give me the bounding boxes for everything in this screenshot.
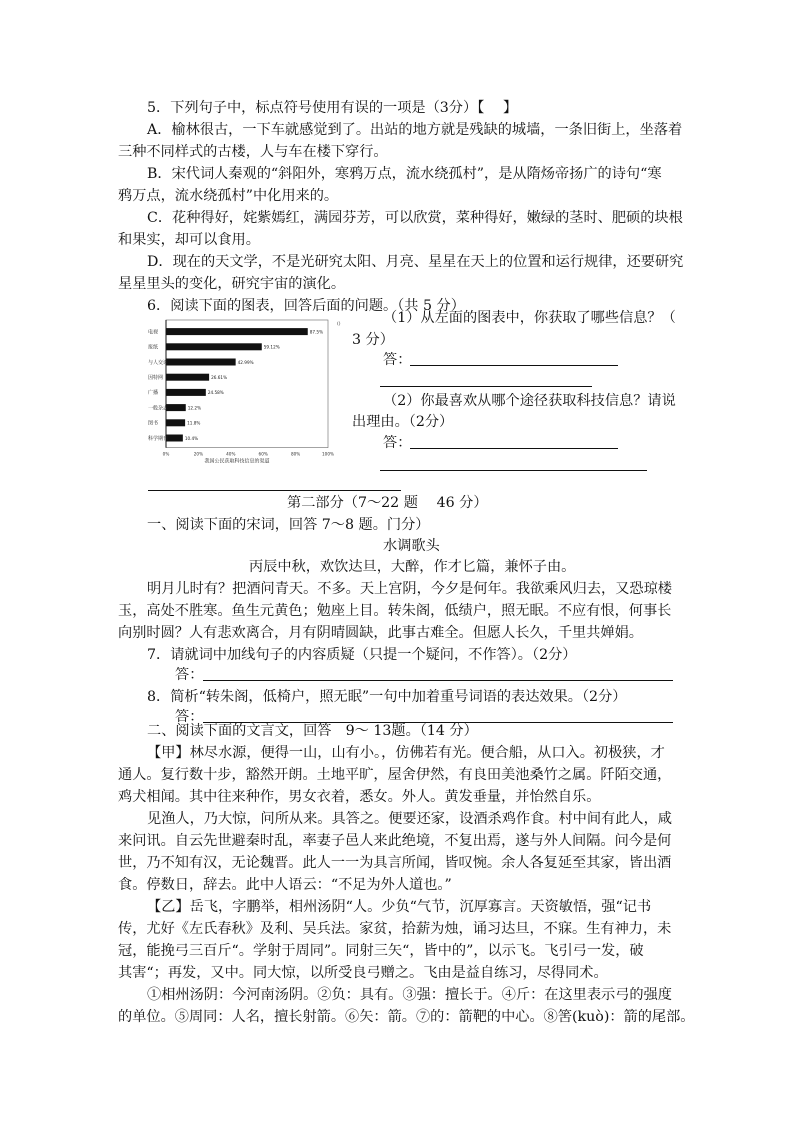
q6-sub2-line1: （2）你最喜欢从哪个途径获取科技信息？请说	[383, 393, 676, 409]
chart-category-label: 报纸	[148, 344, 159, 351]
text-jia-line4: 见渔人，乃大惊，问所从来。具答之。便要还家，设酒杀鸡作食。村中间有此人，咸	[147, 811, 672, 827]
chart-x-tick-label: 80%	[290, 451, 301, 457]
chart-bar	[166, 419, 185, 426]
q6-sub1-line1: （1）从左面的图表中，你获取了哪些信息？（	[383, 310, 676, 326]
text-jia-line1: 【甲】林尽水源，便得一山，山有小。，仿佛若有光。便合船，从口入。初极狭，才	[147, 745, 665, 761]
annotation-line2: 的单位。⑤周同：人名，擅长射箭。⑥矢：箭。⑦的：箭靶的中心。⑧筈(kuò)：箭的尾部。	[118, 1009, 695, 1025]
chart-category-label: 与人交谈	[148, 359, 169, 366]
text-jia-line5: 来问讯。自云先世避秦时乱，率妻子邑人来此绝境，不复出焉，遂与外人间隔。问今是何	[118, 833, 672, 849]
chart-value-label: 87.5%	[309, 329, 324, 335]
poem-line2: 玉，高处不胜寒。鱼生元黄色；勉座上目。转朱阁，低绩户，照无眠。不应有恨，何事长	[118, 603, 672, 619]
q5-option-c-line1: C．花种得好，姹紫嫣红，满园芬芳，可以欣赏，菜种得好，嫩绿的茎时、肥硕的块根	[147, 210, 683, 226]
q5-option-d-line1: D．现在的天文学，不是光研究太阳、月亮、星星在天上的位置和运行规律，还要研究	[147, 254, 684, 270]
chart-corner-mark: ()	[337, 322, 341, 327]
chart-x-tick-label: 20%	[193, 451, 204, 457]
chart-value-label: 42.99%	[237, 359, 254, 365]
section2-title: 二、阅读下面的文言文，回答 9～ 13题。（14 分）	[147, 723, 478, 739]
chart-x-tick-label: 100%	[322, 451, 334, 457]
text-jia-line2: 通人。复行数十步，豁然开朗。土地平旷，屋舍伊然，有良田美池桑竹之属。阡陌交通，	[118, 767, 672, 783]
part2-section1-title: 一、阅读下面的宋词，回答 7～8 题。门分）	[147, 517, 430, 533]
chart-plot-area	[166, 320, 328, 448]
chart-title: 我国公民获取科技信息的渠道	[204, 458, 270, 465]
poem-line3: 向别时圆？人有悲欢离合，月有阴晴圆缺，此事古难全。但愿人长久，千里共婵娟。	[118, 625, 643, 641]
q5-option-b-line2: 鸦万点，流水绕孤村”中化用来的。	[118, 188, 339, 204]
q7-answer-label: 答：	[175, 667, 204, 683]
q6-sub1-line2: 3 分）	[352, 332, 394, 348]
text-jia-line3: 鸡犬相闻。其中往来种作，男女衣着，悉女。外人。黄发垂量，并怡然自乐。	[118, 789, 601, 805]
text-jia-line7: 食。停数日，辞去。此中人语云：“不足为外人道也。”	[118, 877, 452, 893]
q6-answer2-label: 答：	[383, 435, 412, 451]
info-channel-bar-chart	[148, 316, 348, 466]
text-yi-line2: 传，尤好《左氏春秋》及利、吴兵法。家贫，拾薪为烛，诵习达旦，不寐。生有神力，未	[118, 921, 672, 937]
chart-x-tick-label: 60%	[258, 451, 268, 457]
poem-line1: 明月儿时有？把酒问青天。不多。天上宫阴，今夕是何年。我欲乘风归去，又恐琼楼	[147, 581, 672, 597]
q6-answer2-extra-line[interactable]	[380, 470, 647, 471]
chart-bar	[166, 328, 308, 335]
chart-x-tick-label: 0%	[162, 451, 170, 457]
q5-option-c-line2: 和果实，却可以食用。	[118, 232, 260, 248]
chart-category-label: 因特网	[148, 375, 164, 381]
text-jia-line6: 世，乃不知有汉，无论魏晋。此人一一为具言所闻，皆叹惋。余人各复延至其家，皆出酒	[118, 855, 672, 871]
text-yi-line3: 冠，能挽弓三百斤“。学射于周同”。同射三矢“，皆中的”，以示飞。飞引弓一发，破	[118, 943, 644, 959]
chart-value-label: 26.61%	[211, 375, 228, 380]
chart-value-label: 12.2%	[187, 405, 202, 411]
q7-text: 7．请就词中加线句子的内容质疑（只提一个疑问，不作答）。（2分）	[147, 647, 577, 663]
q6-answer1-blank[interactable]	[410, 351, 618, 366]
q8-text: 8．简析“转朱阁，低椅户，照无眠”一句中加着重号词语的表达效果。（2分）	[147, 689, 627, 705]
text-yi-line1: 【乙】岳飞，字鹏举，相州汤阴“人。少负“气节，沉厚寡言。天资敏悟，强“记书	[147, 899, 652, 915]
chart-value-label: 24.58%	[207, 390, 224, 396]
q8-answer-label: 答：	[175, 709, 204, 725]
q5-option-d-line2: 星星里头的变化，研究宇宙的演化。	[118, 276, 346, 292]
q5-title: 5．下列句子中，标点符号使用有误的一项是（3分）【 】	[147, 100, 518, 116]
poem-title: 水调歌头	[383, 538, 440, 554]
q6-answer1-label: 答：	[383, 352, 412, 368]
chart-value-label: 59.12%	[263, 344, 280, 350]
chart-plot-frame	[166, 320, 328, 448]
chart-bar	[166, 374, 209, 381]
chart-x-tick-label: 40%	[226, 451, 236, 457]
section-divider-line	[148, 490, 401, 491]
chart-category-label: 图书	[148, 420, 159, 427]
chart-bar	[166, 343, 262, 350]
text-yi-line4: 其害“；再发，又中。同大惊，以所受良弓赠之。飞由是益自练习，尽得同术。	[118, 965, 608, 981]
chart-bar	[166, 389, 206, 396]
chart-value-label: 10.4%	[184, 435, 199, 441]
chart-value-label: 11.8%	[187, 420, 201, 426]
chart-category-label: 广播	[148, 390, 159, 397]
annotation-line1: ①相州汤阴：今河南汤阴。②负：具有。③强：擅长于。④斤：在这里表示弓的强度	[147, 987, 672, 1003]
q5-option-a-line2: 三种不同样式的古楼，人与车在楼下穿行。	[118, 144, 388, 160]
q6-sub2-line2: 出理由。（2分）	[352, 414, 454, 430]
q5-option-b-line1: B．宋代词人秦观的“斜阳外，寒鸦万点，流水绕孤村”，是从隋炀帝扬广的诗句“寒	[147, 166, 662, 182]
chart-bar	[166, 404, 186, 411]
q6-answer2-blank[interactable]	[410, 434, 618, 449]
chart-category-label: 科学期刊	[148, 435, 169, 442]
q6-answer1-extra-line[interactable]	[380, 386, 592, 387]
q6-title: 6．阅读下面的图表，回答后面的问题。（共 5 分）	[147, 298, 465, 314]
poem-preface: 丙辰中秋，欢饮达旦，大醉，作才匕篇，兼怀子由。	[249, 559, 576, 575]
q5-option-a-line1: A．榆林很古，一下车就感觉到了。出站的地方就是残缺的城墙，一条旧街上，坐落着	[147, 122, 683, 138]
part2-header: 第二部分（7～22 题 46 分）	[287, 495, 488, 511]
chart-category-label: 一般杂志	[148, 405, 169, 412]
chart-bar	[166, 435, 183, 442]
chart-bar	[166, 359, 236, 366]
chart-category-label: 电视	[148, 329, 159, 336]
q7-answer-blank[interactable]	[203, 666, 673, 681]
